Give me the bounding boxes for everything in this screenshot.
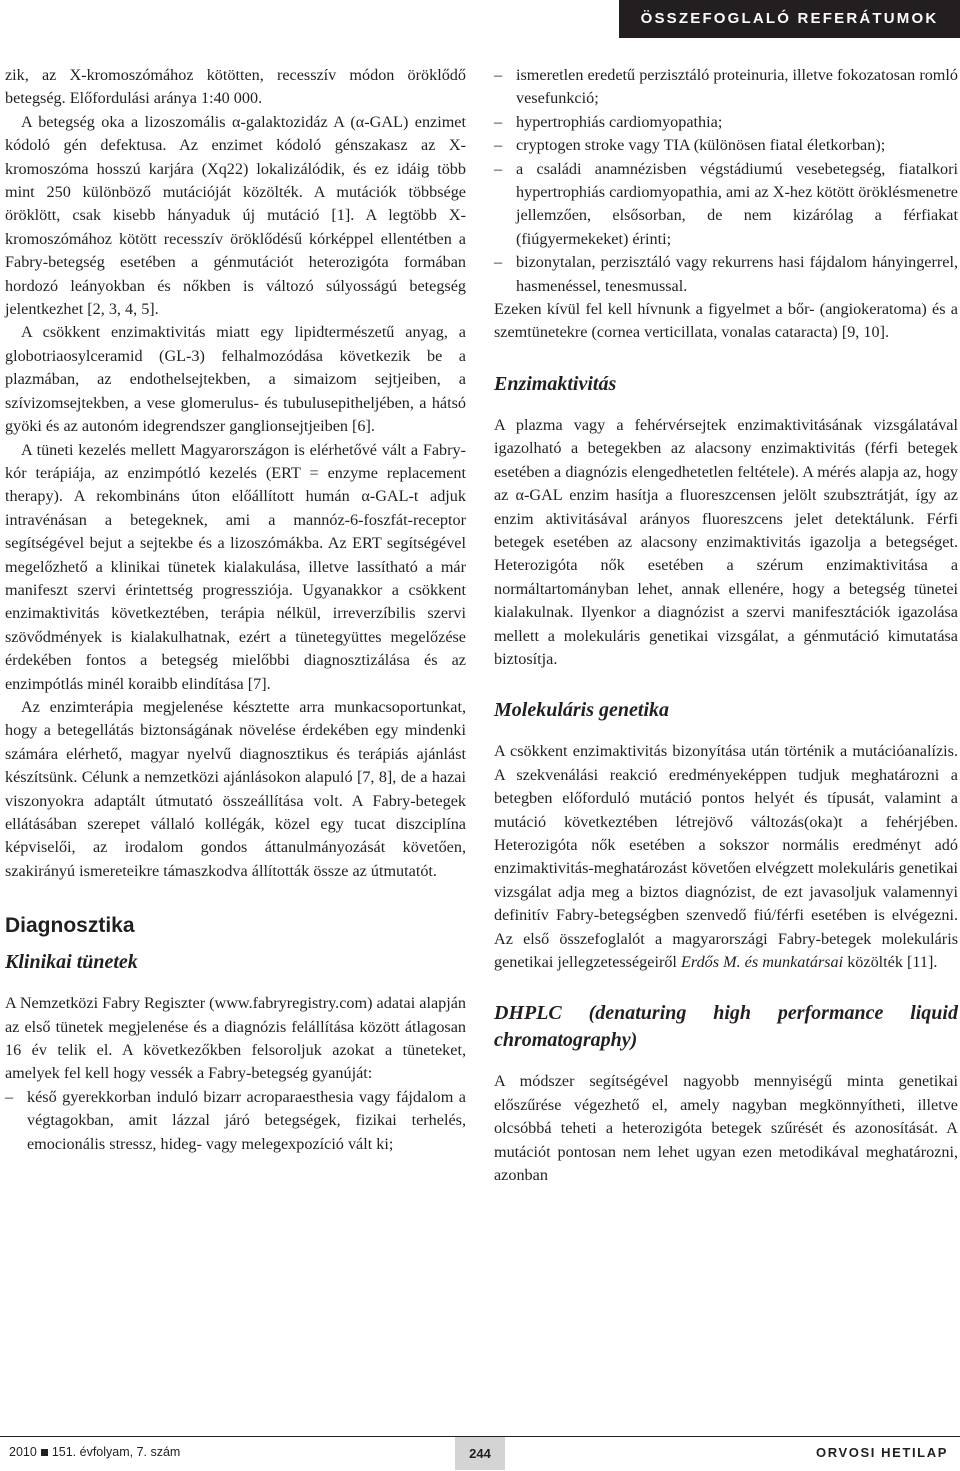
list-item: – bizonytalan, perzisztáló vagy rekurrens hasi fájdalom hányingerrel, hasmenéssel, tenesmussal. — [494, 251, 958, 298]
author-citation: Erdős M. és munkatársai — [680, 953, 844, 971]
paragraph-text: A csökkent enzimaktivitás bizonyítása után történik a mutációanalízis. A szekvenálási reakció eredményeképpen tudjuk meghatározni a betegben előforduló mutáció pontos helyét és típusát, valamint a mutáció következtében létrejövő változás(oka)t a fehérjében. Heterozigóta nők esetében a sokszor normális eredményt adó enzimaktivitás-meghatározást követően elvégzett molekuláris genetikai vizsgálat adja meg a biztos diagnózist, de ezt javasoljuk valamennyi definitív Fabry-betegségben szenvedő fiú/férfi esetében is elvégezni. Az első összefoglalót a magyarországi Fabry-betegek molekuláris genetikai jellegzetességeiről — [494, 742, 958, 971]
list-item: – késő gyerekkorban induló bizarr acroparaesthesia vagy fájdalom a végtagokban, amit lázzal járó betegségek, fizikai terhelés, emocionális stressz, hideg- vagy melegexpozíció vált ki; — [5, 1086, 466, 1156]
footer-issue: 151. évfolyam, 7. szám — [51, 1445, 181, 1459]
paragraph: Ezeken kívül fel kell hívnunk a figyelmet a bőr- (angiokeratoma) és a szemtünetekre (cornea verticillata, vonalas cataracta) [9, 10]. — [494, 300, 958, 342]
paragraph — [494, 740, 958, 974]
paragraph: A módszer segítségével nagyobb mennyiségű minta genetikai előszűrése végezhető el, amely nagyban megkönnyítheti, illetve olcsóbbá teheti a heterozigóta betegek szűrését és azonosítását. A mutációt pontosan nem lehet ugyan ezen metodikával meghatározni, azonban — [494, 1072, 958, 1185]
list-item: – cryptogen stroke vagy TIA (különösen fiatal életkorban); — [494, 134, 958, 157]
paragraph: Az enzimterápia megjelenése késztette arra munkacsoportunkat, hogy a betegellátás biztonságának növelése érdekében egy mindenki számára elérhető, magyar nyelvű diagnosztikus és terápiás ajánlást készítsünk. Célunk a nemzetközi ajánlásokon alapuló [7, 8], de a hazai viszonyokra adaptált útmutató összeállítása volt. A Fabry-betegek ellátásában szerepet vállaló kollégák, közel egy tucat diszciplína képviselői, az irodalom gondos áttanulmányozását követően, szakirányú ismereteikre támaszkodva állították össze az útmutatót. — [5, 697, 466, 880]
paragraph: A Nemzetközi Fabry Regiszter (www.fabryregistry.com) adatai alapján az első tünetek megjelenése és a diagnózis felállítása között átlagosan 16 év telik el. A következőkben felsoroljuk azokat a tüneteket, amelyek fel kell hogy vessék a Fabry-betegség gyanúját: — [5, 994, 466, 1083]
subsection-heading-dhplc: DHPLC (denaturing high performance liquid chromatography) — [494, 1002, 958, 1052]
section-heading-diagnosztika: Diagnosztika — [5, 914, 135, 938]
subsection-heading-klinikai-tunetek: Klinikai tünetek — [5, 951, 138, 974]
paragraph: A csökkent enzimaktivitás miatt egy lipidtermészetű anyag, a globotriaosylceramid (GL-3) felhalmozódása következik be a plazmában, az endothelsejtekben, a simaizom sejtjeiben, a szívizomsejtekben, a vese glomerulus- és tubulusepitheljében, a hátsó gyöki és az autonóm idegrendszer ganglionsejtjeiben [6]. — [5, 323, 466, 436]
page-number: 244 — [455, 1437, 505, 1470]
paragraph: A betegség oka a lizoszomális α-galaktozidáz A (α-GAL) enzimet kódoló gén defektusa. Az enzimet kódoló génszakasz az X-kromoszóma hosszú karjára (Xq22) lokalizálódik, és ez idáig több mint 250 különböző mutációját közölték. A mutációk többsége öröklött, csak kisebb hányaduk új mutáció [1]. A legtöbb X-kromoszómához kötött recesszív öröklődésű kórképpel ellentétben a Fabry-betegség esetében a génmutációt heterozigóta formában hordozó leányokban és nőkben is változó súlyosságú betegség jelentkezhet [2, 3, 4, 5]. — [5, 112, 466, 319]
subsection-heading-molekularis-genetika: Molekuláris genetika — [494, 699, 670, 722]
paragraph: A tüneti kezelés mellett Magyarországon is elérhetővé vált a Fabry-kór terápiája, az enzimpótló kezelés (ERT = enzyme replacement therapy). A rekombináns úton előállított humán α-GAL-t adjuk intravénásan a betegeknek, ami a mannóz-6-foszfát-receptor segítségével bejut a sejtekbe és a lizoszómákba. Az ERT segítségével megelőzhető a klinikai tünetek kialakulása, illetve lassítható a már manifeszt szervi érintettség progressziója. Ugyanakkor a csökkent enzimaktivitás következtében, terápia nélkül, irreverzíbilis szervi szövődmények is kialakulhatnak, ezért a tünetegyüttes megelőzése érdekében fontos a betegség mielőbbi diagnosztizálása és az enzimpótlás minél koraibb elindítása [7]. — [5, 440, 466, 693]
left-column — [5, 64, 466, 1156]
subsection-heading-enzimaktivitas: Enzimaktivitás — [494, 372, 617, 395]
section-header: ÖSSZEFOGLALÓ REFERÁTUMOK — [619, 0, 960, 38]
footer-year: 2010 — [9, 1445, 37, 1459]
paragraph: zik, az X-kromoszómához kötötten, recesszív módon öröklődő betegség. Előfordulási aránya 1:40 000. — [5, 66, 466, 108]
list-item: – hypertrophiás cardiomyopathia; — [494, 111, 958, 134]
right-column — [494, 64, 958, 1187]
footer-issue-info — [9, 1445, 180, 1459]
paragraph: A plazma vagy a fehérvérsejtek enzimaktivitásának vizsgálatával igazolható a betegekben az alacsony enzimaktivitás (férfi betegek esetében a diagnózis elengedhetetlen feltétele). A mérés alapja az, hogy az α-GAL enzim hasítja a fluoreszcensen jelölt szubsztrátját, így az enzim aktivitásával arányos fluoreszcens jelet detektálunk. Férfi betegek esetében az alacsony enzimaktivitás igazolja a betegséget. Heterozigóta nők esetében a szérum enzimaktivitása a normáltartományban lehet, annak ellenére, hogy a betegség tünetei kialakulnak. Ilyenkor a diagnózist a szervi manifesztációk igazolása mellett a molekuláris genetikai vizsgálat, a génmutáció kimutatása biztosítja. — [494, 415, 958, 668]
square-bullet-icon — [41, 1449, 48, 1456]
list-item: – a családi anamnézisben végstádiumú vesebetegség, fiatalkori hypertrophiás cardiomyopathia, ami az X-hez kötött öröklésmenetre jellemzően, elsősorban, de nem kizárólag a férfiakat (fiúgyermekeket) érinti; — [494, 158, 958, 252]
paragraph-text: közölték [11]. — [843, 953, 938, 971]
list-item: – ismeretlen eredetű perzisztáló proteinuria, illetve fokozatosan romló vesefunkció; — [494, 64, 958, 111]
symptom-list-continued — [494, 64, 958, 298]
symptom-list — [5, 1086, 466, 1156]
journal-name: ORVOSI HETILAP — [816, 1445, 948, 1460]
